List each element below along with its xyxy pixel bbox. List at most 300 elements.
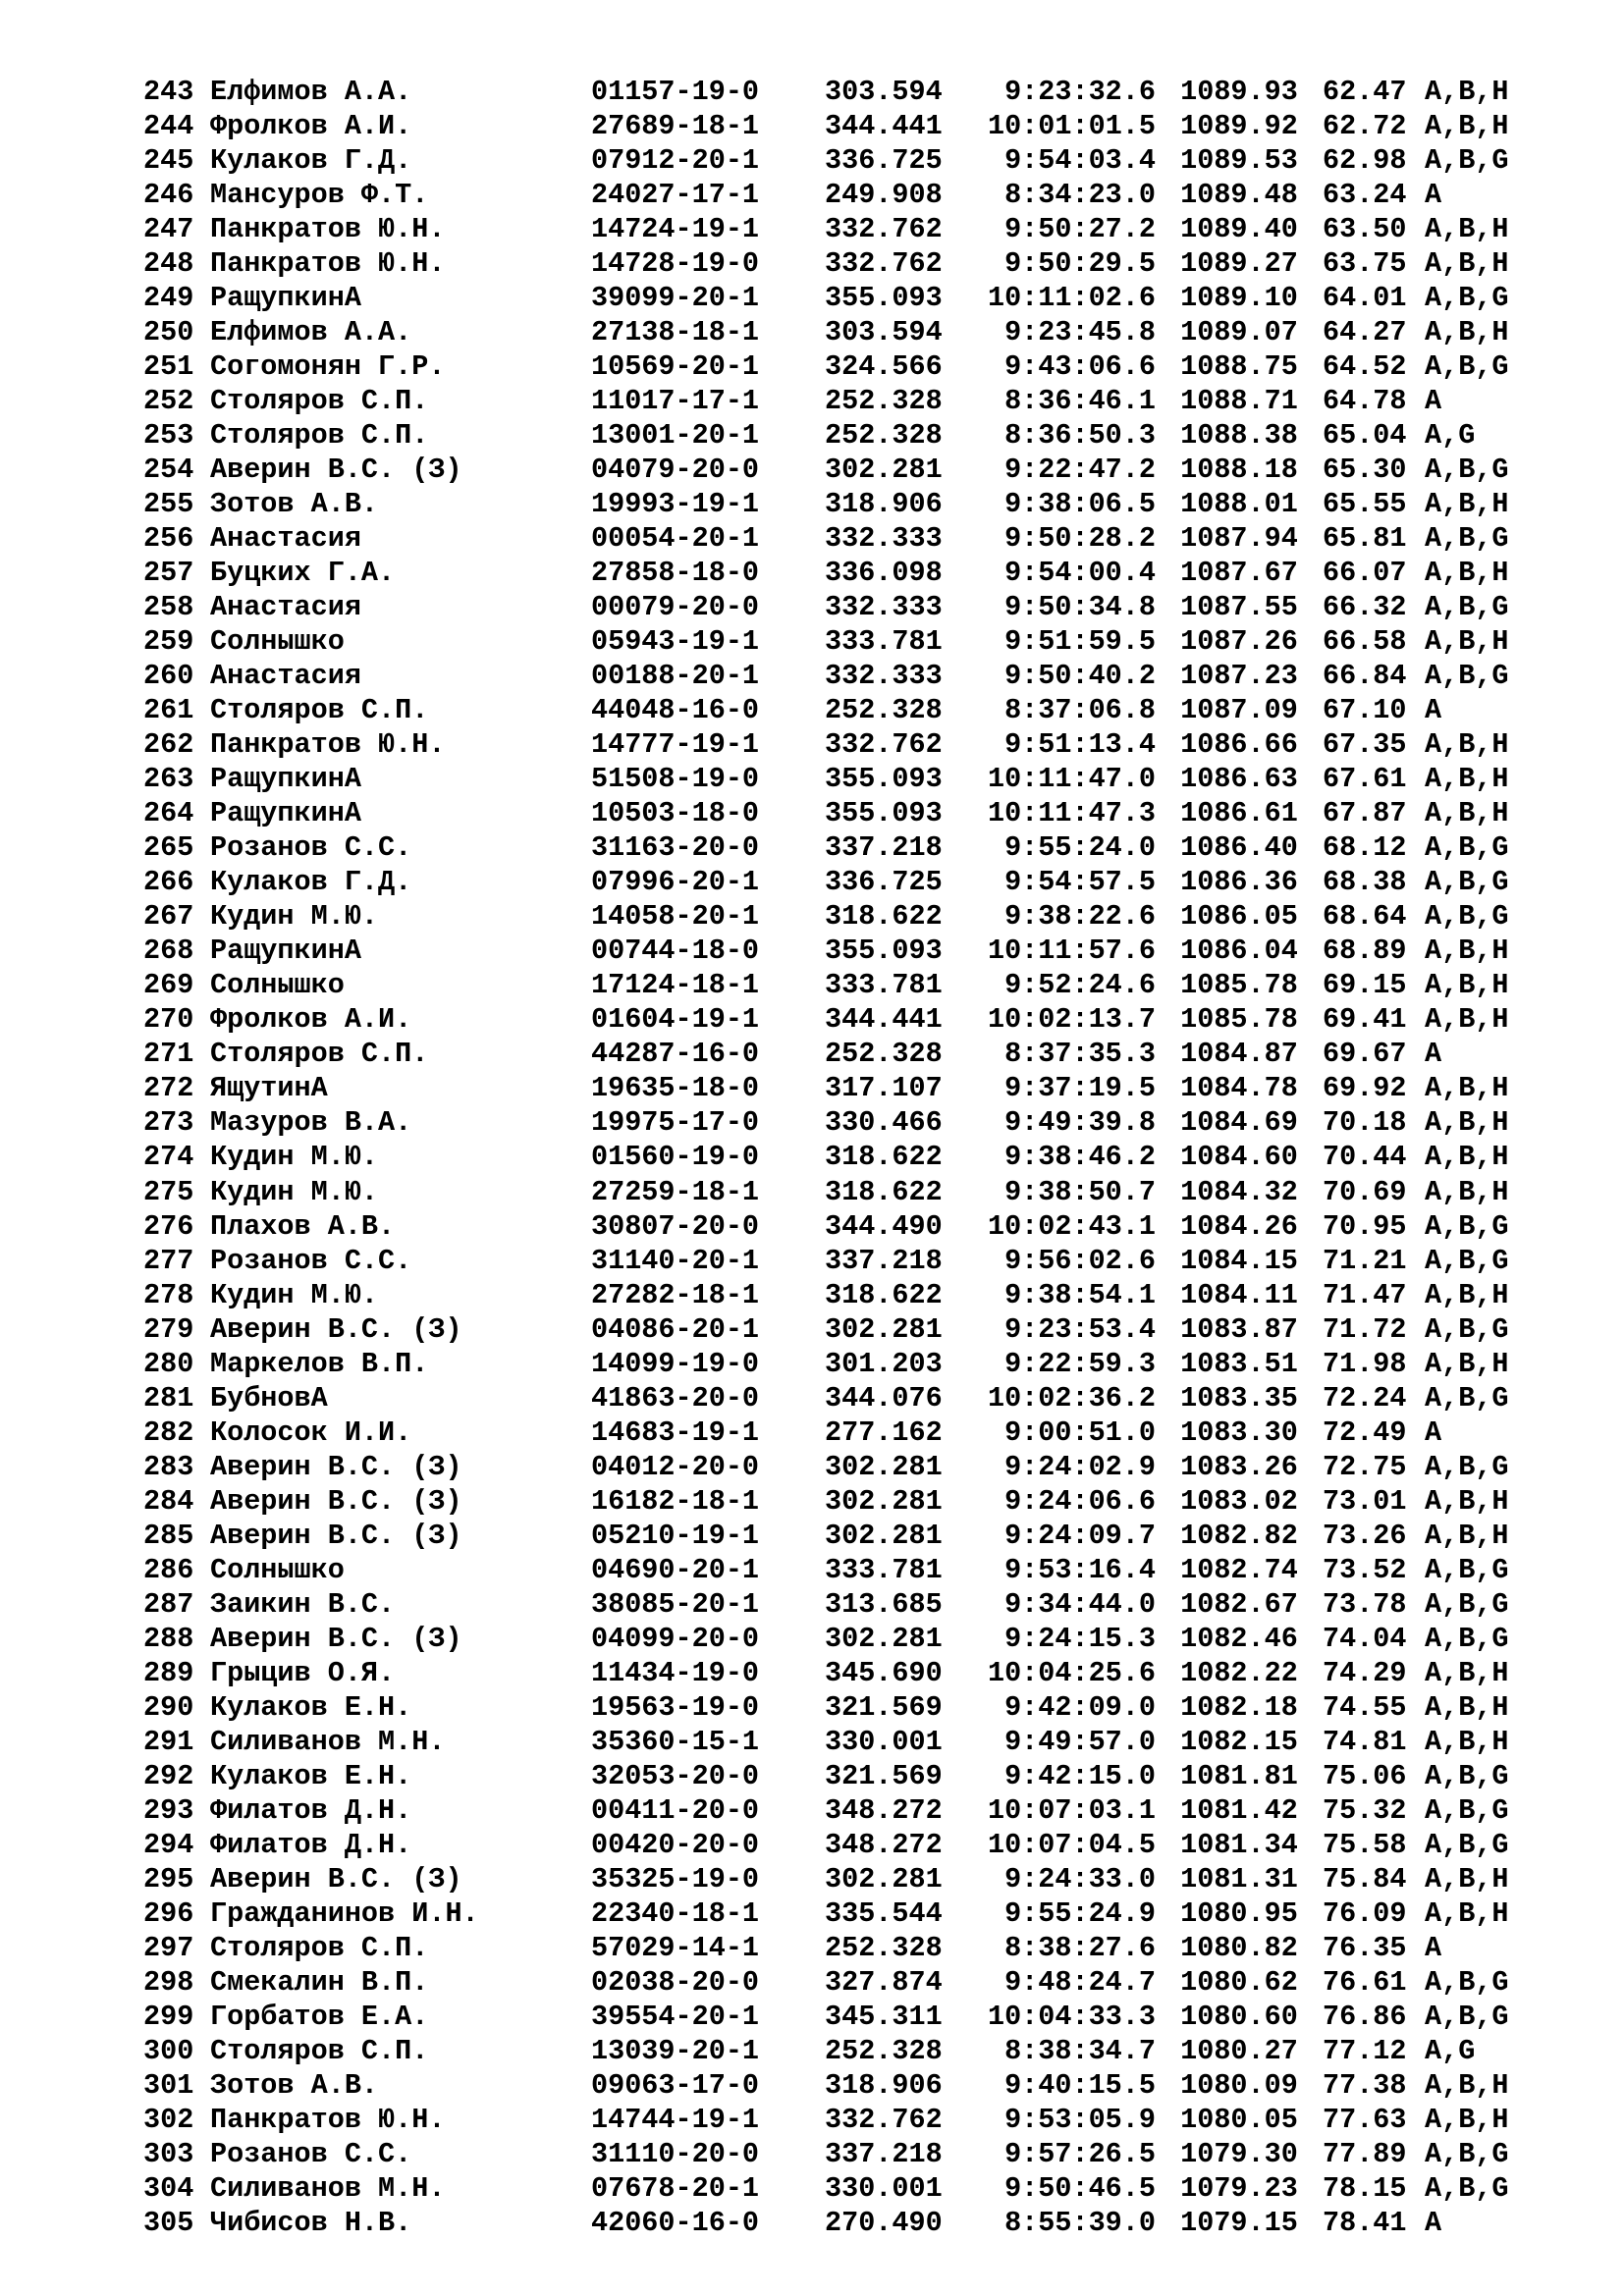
distance-cell: 302.281 <box>825 1519 943 1552</box>
arrival-time-cell: 8:37:06.8 <box>1004 694 1156 727</box>
table-row <box>143 590 1624 624</box>
ring-number-cell: 01560-19-0 <box>591 1141 760 1174</box>
fancier-name-cell: Горбатов Е.А. <box>210 2000 429 2033</box>
place-cell: 283 <box>143 1450 194 1483</box>
distance-cell: 333.781 <box>825 625 943 659</box>
place-cell: 291 <box>143 1725 194 1758</box>
table-row <box>143 2206 1624 2240</box>
points-cell: 73.01 <box>1323 1484 1407 1518</box>
table-row <box>143 1828 1624 1862</box>
speed-cell: 1088.71 <box>1180 385 1298 418</box>
place-cell: 247 <box>143 213 194 246</box>
table-row <box>143 281 1624 315</box>
table-row <box>143 418 1624 453</box>
points-cell: 70.44 <box>1323 1141 1407 1174</box>
distance-cell: 330.001 <box>825 2171 943 2205</box>
table-row <box>143 1415 1624 1450</box>
ring-number-cell: 19975-17-0 <box>591 1106 760 1140</box>
points-cell: 62.47 <box>1323 76 1407 108</box>
arrival-time-cell: 9:57:26.5 <box>1004 2137 1156 2170</box>
place-cell: 257 <box>143 557 194 590</box>
place-cell: 270 <box>143 1003 194 1037</box>
speed-cell: 1088.18 <box>1180 454 1298 487</box>
ring-number-cell: 27259-18-1 <box>591 1175 760 1208</box>
arrival-time-cell: 8:55:39.0 <box>1004 2206 1156 2239</box>
fancier-name-cell: РащупкинА <box>210 763 361 796</box>
distance-cell: 317.107 <box>825 1072 943 1105</box>
speed-cell: 1083.26 <box>1180 1450 1298 1483</box>
category-flags-cell: A,B,G <box>1425 591 1509 624</box>
fancier-name-cell: Аверин В.С. (З) <box>210 454 462 487</box>
ring-number-cell: 24027-17-1 <box>591 179 760 212</box>
table-row <box>143 109 1624 143</box>
distance-cell: 348.272 <box>825 1793 943 1827</box>
points-cell: 73.52 <box>1323 1553 1407 1586</box>
ring-number-cell: 04099-20-0 <box>591 1622 760 1655</box>
fancier-name-cell: Елфимов А.А. <box>210 76 412 108</box>
ring-number-cell: 11434-19-0 <box>591 1656 760 1689</box>
speed-cell: 1080.05 <box>1180 2103 1298 2136</box>
fancier-name-cell: Буцких Г.А. <box>210 557 396 590</box>
place-cell: 264 <box>143 797 194 830</box>
fancier-name-cell: Кулаков Е.Н. <box>210 1690 412 1724</box>
ring-number-cell: 27689-18-1 <box>591 110 760 143</box>
arrival-time-cell: 9:38:50.7 <box>1004 1175 1156 1208</box>
category-flags-cell: A,B,H <box>1425 1141 1509 1174</box>
points-cell: 72.75 <box>1323 1450 1407 1483</box>
arrival-time-cell: 9:34:44.0 <box>1004 1587 1156 1621</box>
category-flags-cell: A,B,G <box>1425 1312 1509 1346</box>
points-cell: 75.84 <box>1323 1862 1407 1896</box>
fancier-name-cell: Кудин М.Ю. <box>210 900 379 934</box>
distance-cell: 249.908 <box>825 179 943 212</box>
speed-cell: 1089.27 <box>1180 247 1298 281</box>
points-cell: 67.35 <box>1323 728 1407 762</box>
distance-cell: 252.328 <box>825 1931 943 1964</box>
table-row <box>143 487 1624 521</box>
distance-cell: 252.328 <box>825 385 943 418</box>
points-cell: 65.04 <box>1323 419 1407 453</box>
speed-cell: 1084.15 <box>1180 1244 1298 1277</box>
place-cell: 304 <box>143 2171 194 2205</box>
place-cell: 293 <box>143 1793 194 1827</box>
place-cell: 254 <box>143 454 194 487</box>
arrival-time-cell: 8:36:50.3 <box>1004 419 1156 453</box>
category-flags-cell: A <box>1425 1415 1442 1449</box>
place-cell: 285 <box>143 1519 194 1552</box>
table-row <box>143 1381 1624 1415</box>
place-cell: 252 <box>143 385 194 418</box>
arrival-time-cell: 9:38:06.5 <box>1004 488 1156 521</box>
arrival-time-cell: 8:36:46.1 <box>1004 385 1156 418</box>
arrival-time-cell: 9:38:46.2 <box>1004 1141 1156 1174</box>
distance-cell: 333.781 <box>825 1553 943 1586</box>
distance-cell: 330.466 <box>825 1106 943 1140</box>
category-flags-cell: A <box>1425 1038 1442 1071</box>
place-cell: 289 <box>143 1656 194 1689</box>
ring-number-cell: 27858-18-0 <box>591 557 760 590</box>
place-cell: 269 <box>143 969 194 1002</box>
fancier-name-cell: Столяров С.П. <box>210 385 429 418</box>
fancier-name-cell: Аверин В.С. (З) <box>210 1450 462 1483</box>
speed-cell: 1089.10 <box>1180 282 1298 315</box>
arrival-time-cell: 10:02:43.1 <box>987 1209 1156 1243</box>
ring-number-cell: 02038-20-0 <box>591 1965 760 1999</box>
category-flags-cell: A,B,H <box>1425 1484 1509 1518</box>
place-cell: 275 <box>143 1175 194 1208</box>
arrival-time-cell: 9:52:24.6 <box>1004 969 1156 1002</box>
place-cell: 288 <box>143 1622 194 1655</box>
points-cell: 64.27 <box>1323 316 1407 349</box>
table-row <box>143 1244 1624 1278</box>
arrival-time-cell: 10:07:04.5 <box>987 1828 1156 1861</box>
table-row <box>143 1209 1624 1244</box>
speed-cell: 1086.66 <box>1180 728 1298 762</box>
points-cell: 72.49 <box>1323 1415 1407 1449</box>
table-row <box>143 1175 1624 1209</box>
arrival-time-cell: 9:38:22.6 <box>1004 900 1156 934</box>
arrival-time-cell: 9:23:32.6 <box>1004 76 1156 108</box>
speed-cell: 1085.78 <box>1180 969 1298 1002</box>
distance-cell: 324.566 <box>825 350 943 384</box>
category-flags-cell: A,B,H <box>1425 316 1509 349</box>
table-row <box>143 75 1624 109</box>
points-cell: 70.18 <box>1323 1106 1407 1140</box>
speed-cell: 1082.22 <box>1180 1656 1298 1689</box>
arrival-time-cell: 9:56:02.6 <box>1004 1244 1156 1277</box>
speed-cell: 1087.23 <box>1180 660 1298 693</box>
points-cell: 71.72 <box>1323 1312 1407 1346</box>
ring-number-cell: 00744-18-0 <box>591 934 760 968</box>
category-flags-cell: A,B,G <box>1425 866 1509 899</box>
distance-cell: 327.874 <box>825 1965 943 1999</box>
place-cell: 268 <box>143 934 194 968</box>
speed-cell: 1084.32 <box>1180 1175 1298 1208</box>
table-row <box>143 2103 1624 2137</box>
arrival-time-cell: 8:38:34.7 <box>1004 2034 1156 2067</box>
table-row <box>143 2068 1624 2103</box>
points-cell: 76.09 <box>1323 1896 1407 1930</box>
category-flags-cell: A,B,G <box>1425 282 1509 315</box>
points-cell: 67.61 <box>1323 763 1407 796</box>
points-cell: 63.24 <box>1323 179 1407 212</box>
points-cell: 65.81 <box>1323 522 1407 556</box>
speed-cell: 1086.04 <box>1180 934 1298 968</box>
place-cell: 286 <box>143 1553 194 1586</box>
distance-cell: 303.594 <box>825 76 943 108</box>
distance-cell: 348.272 <box>825 1828 943 1861</box>
points-cell: 65.30 <box>1323 454 1407 487</box>
place-cell: 258 <box>143 591 194 624</box>
ring-number-cell: 10503-18-0 <box>591 797 760 830</box>
category-flags-cell: A,B,H <box>1425 1278 1509 1311</box>
distance-cell: 332.333 <box>825 591 943 624</box>
category-flags-cell: A,B,H <box>1425 969 1509 1002</box>
distance-cell: 302.281 <box>825 1862 943 1896</box>
table-row <box>143 521 1624 556</box>
arrival-time-cell: 9:55:24.9 <box>1004 1896 1156 1930</box>
ring-number-cell: 39099-20-1 <box>591 282 760 315</box>
table-row <box>143 1071 1624 1105</box>
points-cell: 69.92 <box>1323 1072 1407 1105</box>
place-cell: 262 <box>143 728 194 762</box>
place-cell: 253 <box>143 419 194 453</box>
arrival-time-cell: 9:00:51.0 <box>1004 1415 1156 1449</box>
speed-cell: 1086.36 <box>1180 866 1298 899</box>
place-cell: 273 <box>143 1106 194 1140</box>
distance-cell: 332.762 <box>825 728 943 762</box>
table-row <box>143 796 1624 830</box>
speed-cell: 1082.82 <box>1180 1519 1298 1552</box>
distance-cell: 332.762 <box>825 247 943 281</box>
distance-cell: 332.762 <box>825 213 943 246</box>
fancier-name-cell: Розанов С.С. <box>210 831 412 865</box>
points-cell: 75.32 <box>1323 1793 1407 1827</box>
table-row <box>143 1450 1624 1484</box>
place-cell: 290 <box>143 1690 194 1724</box>
category-flags-cell: A,B,H <box>1425 1896 1509 1930</box>
distance-cell: 302.281 <box>825 1312 943 1346</box>
ring-number-cell: 14099-19-0 <box>591 1347 760 1380</box>
speed-cell: 1083.30 <box>1180 1415 1298 1449</box>
fancier-name-cell: Панкратов Ю.Н. <box>210 2103 446 2136</box>
table-row <box>143 556 1624 590</box>
distance-cell: 337.218 <box>825 2137 943 2170</box>
category-flags-cell: A,B,H <box>1425 763 1509 796</box>
category-flags-cell: A,B,H <box>1425 1690 1509 1724</box>
table-row <box>143 1140 1624 1174</box>
distance-cell: 252.328 <box>825 694 943 727</box>
distance-cell: 335.544 <box>825 1896 943 1930</box>
category-flags-cell: A,B,H <box>1425 728 1509 762</box>
arrival-time-cell: 9:50:46.5 <box>1004 2171 1156 2205</box>
distance-cell: 313.685 <box>825 1587 943 1621</box>
distance-cell: 344.076 <box>825 1381 943 1415</box>
place-cell: 246 <box>143 179 194 212</box>
category-flags-cell: A,B,H <box>1425 797 1509 830</box>
points-cell: 67.87 <box>1323 797 1407 830</box>
speed-cell: 1084.26 <box>1180 1209 1298 1243</box>
distance-cell: 321.569 <box>825 1690 943 1724</box>
fancier-name-cell: Елфимов А.А. <box>210 316 412 349</box>
points-cell: 63.50 <box>1323 213 1407 246</box>
ring-number-cell: 19993-19-1 <box>591 488 760 521</box>
ring-number-cell: 30807-20-0 <box>591 1209 760 1243</box>
points-cell: 77.38 <box>1323 2068 1407 2102</box>
place-cell: 274 <box>143 1141 194 1174</box>
fancier-name-cell: Мансуров Ф.Т. <box>210 179 429 212</box>
speed-cell: 1087.26 <box>1180 625 1298 659</box>
category-flags-cell: A,G <box>1425 419 1476 453</box>
place-cell: 260 <box>143 660 194 693</box>
points-cell: 64.01 <box>1323 282 1407 315</box>
place-cell: 294 <box>143 1828 194 1861</box>
arrival-time-cell: 9:24:02.9 <box>1004 1450 1156 1483</box>
ring-number-cell: 07996-20-1 <box>591 866 760 899</box>
table-row <box>143 865 1624 899</box>
ring-number-cell: 44287-16-0 <box>591 1038 760 1071</box>
ring-number-cell: 00420-20-0 <box>591 1828 760 1861</box>
ring-number-cell: 05210-19-1 <box>591 1519 760 1552</box>
place-cell: 272 <box>143 1072 194 1105</box>
ring-number-cell: 39554-20-1 <box>591 2000 760 2033</box>
table-row <box>143 1862 1624 1896</box>
category-flags-cell: A,B,H <box>1425 1725 1509 1758</box>
fancier-name-cell: Солнышко <box>210 1553 345 1586</box>
table-row <box>143 349 1624 384</box>
category-flags-cell: A,B,G <box>1425 1587 1509 1621</box>
distance-cell: 270.490 <box>825 2206 943 2239</box>
place-cell: 249 <box>143 282 194 315</box>
fancier-name-cell: Грыцив О.Я. <box>210 1656 396 1689</box>
category-flags-cell: A,B,H <box>1425 213 1509 246</box>
arrival-time-cell: 9:24:06.6 <box>1004 1484 1156 1518</box>
arrival-time-cell: 10:11:57.6 <box>987 934 1156 968</box>
points-cell: 66.32 <box>1323 591 1407 624</box>
fancier-name-cell: РащупкинА <box>210 934 361 968</box>
points-cell: 69.15 <box>1323 969 1407 1002</box>
distance-cell: 318.622 <box>825 1175 943 1208</box>
ring-number-cell: 07678-20-1 <box>591 2171 760 2205</box>
points-cell: 69.67 <box>1323 1038 1407 1071</box>
points-cell: 70.95 <box>1323 1209 1407 1243</box>
distance-cell: 318.622 <box>825 900 943 934</box>
category-flags-cell: A,B,H <box>1425 1003 1509 1037</box>
arrival-time-cell: 9:50:27.2 <box>1004 213 1156 246</box>
ring-number-cell: 41863-20-0 <box>591 1381 760 1415</box>
arrival-time-cell: 9:23:53.4 <box>1004 1312 1156 1346</box>
place-cell: 280 <box>143 1347 194 1380</box>
speed-cell: 1086.61 <box>1180 797 1298 830</box>
speed-cell: 1089.53 <box>1180 144 1298 178</box>
points-cell: 66.07 <box>1323 557 1407 590</box>
category-flags-cell: A,B,G <box>1425 2171 1509 2205</box>
distance-cell: 333.781 <box>825 969 943 1002</box>
category-flags-cell: A,B,H <box>1425 488 1509 521</box>
place-cell: 303 <box>143 2137 194 2170</box>
points-cell: 74.04 <box>1323 1622 1407 1655</box>
table-row <box>143 1896 1624 1931</box>
distance-cell: 330.001 <box>825 1725 943 1758</box>
fancier-name-cell: Филатов Д.Н. <box>210 1828 412 1861</box>
speed-cell: 1082.15 <box>1180 1725 1298 1758</box>
speed-cell: 1081.42 <box>1180 1793 1298 1827</box>
table-row <box>143 1793 1624 1828</box>
fancier-name-cell: Солнышко <box>210 969 345 1002</box>
table-row <box>143 693 1624 727</box>
ring-number-cell: 04690-20-1 <box>591 1553 760 1586</box>
category-flags-cell: A,B,G <box>1425 1381 1509 1415</box>
ring-number-cell: 42060-16-0 <box>591 2206 760 2239</box>
table-row <box>143 659 1624 693</box>
fancier-name-cell: Кудин М.Ю. <box>210 1141 379 1174</box>
points-cell: 76.35 <box>1323 1931 1407 1964</box>
fancier-name-cell: Силиванов М.Н. <box>210 2171 446 2205</box>
ring-number-cell: 27282-18-1 <box>591 1278 760 1311</box>
fancier-name-cell: Филатов Д.Н. <box>210 1793 412 1827</box>
speed-cell: 1082.46 <box>1180 1622 1298 1655</box>
distance-cell: 355.093 <box>825 282 943 315</box>
fancier-name-cell: Аверин В.С. (З) <box>210 1862 462 1896</box>
table-row <box>143 1484 1624 1519</box>
speed-cell: 1089.07 <box>1180 316 1298 349</box>
arrival-time-cell: 10:11:47.3 <box>987 797 1156 830</box>
arrival-time-cell: 9:24:09.7 <box>1004 1519 1156 1552</box>
place-cell: 250 <box>143 316 194 349</box>
arrival-time-cell: 10:02:13.7 <box>987 1003 1156 1037</box>
arrival-time-cell: 9:51:59.5 <box>1004 625 1156 659</box>
distance-cell: 318.906 <box>825 488 943 521</box>
ring-number-cell: 38085-20-1 <box>591 1587 760 1621</box>
speed-cell: 1088.38 <box>1180 419 1298 453</box>
place-cell: 295 <box>143 1862 194 1896</box>
points-cell: 63.75 <box>1323 247 1407 281</box>
distance-cell: 303.594 <box>825 316 943 349</box>
category-flags-cell: A,B,H <box>1425 625 1509 659</box>
speed-cell: 1084.11 <box>1180 1278 1298 1311</box>
arrival-time-cell: 9:50:29.5 <box>1004 247 1156 281</box>
points-cell: 76.86 <box>1323 2000 1407 2033</box>
place-cell: 296 <box>143 1896 194 1930</box>
place-cell: 287 <box>143 1587 194 1621</box>
results-table <box>143 75 1624 2240</box>
arrival-time-cell: 9:43:06.6 <box>1004 350 1156 384</box>
arrival-time-cell: 9:40:15.5 <box>1004 2068 1156 2102</box>
arrival-time-cell: 9:50:28.2 <box>1004 522 1156 556</box>
table-row <box>143 1656 1624 1690</box>
place-cell: 292 <box>143 1759 194 1792</box>
place-cell: 271 <box>143 1038 194 1071</box>
category-flags-cell: A,B,H <box>1425 76 1509 108</box>
points-cell: 71.98 <box>1323 1347 1407 1380</box>
table-row <box>143 2034 1624 2068</box>
arrival-time-cell: 9:24:15.3 <box>1004 1622 1156 1655</box>
arrival-time-cell: 9:49:57.0 <box>1004 1725 1156 1758</box>
category-flags-cell: A <box>1425 179 1442 212</box>
table-row <box>143 1759 1624 1793</box>
fancier-name-cell: Чибисов Н.В. <box>210 2206 412 2239</box>
category-flags-cell: A <box>1425 2206 1442 2239</box>
fancier-name-cell: Анастасия <box>210 660 361 693</box>
fancier-name-cell: Столяров С.П. <box>210 2034 429 2067</box>
table-row <box>143 1931 1624 1965</box>
category-flags-cell: A,B,H <box>1425 2068 1509 2102</box>
speed-cell: 1080.27 <box>1180 2034 1298 2067</box>
table-row <box>143 1519 1624 1553</box>
speed-cell: 1088.01 <box>1180 488 1298 521</box>
category-flags-cell: A <box>1425 385 1442 418</box>
points-cell: 65.55 <box>1323 488 1407 521</box>
place-cell: 277 <box>143 1244 194 1277</box>
ring-number-cell: 35360-15-1 <box>591 1725 760 1758</box>
fancier-name-cell: Панкратов Ю.Н. <box>210 247 446 281</box>
points-cell: 62.98 <box>1323 144 1407 178</box>
arrival-time-cell: 10:04:33.3 <box>987 2000 1156 2033</box>
fancier-name-cell: Аверин В.С. (З) <box>210 1622 462 1655</box>
distance-cell: 344.441 <box>825 1003 943 1037</box>
distance-cell: 252.328 <box>825 2034 943 2067</box>
table-row <box>143 968 1624 1002</box>
table-row <box>143 1037 1624 1071</box>
category-flags-cell: A,B,G <box>1425 2137 1509 2170</box>
points-cell: 72.24 <box>1323 1381 1407 1415</box>
ring-number-cell: 27138-18-1 <box>591 316 760 349</box>
fancier-name-cell: Смекалин В.П. <box>210 1965 429 1999</box>
speed-cell: 1086.05 <box>1180 900 1298 934</box>
speed-cell: 1089.48 <box>1180 179 1298 212</box>
place-cell: 266 <box>143 866 194 899</box>
fancier-name-cell: Столяров С.П. <box>210 694 429 727</box>
